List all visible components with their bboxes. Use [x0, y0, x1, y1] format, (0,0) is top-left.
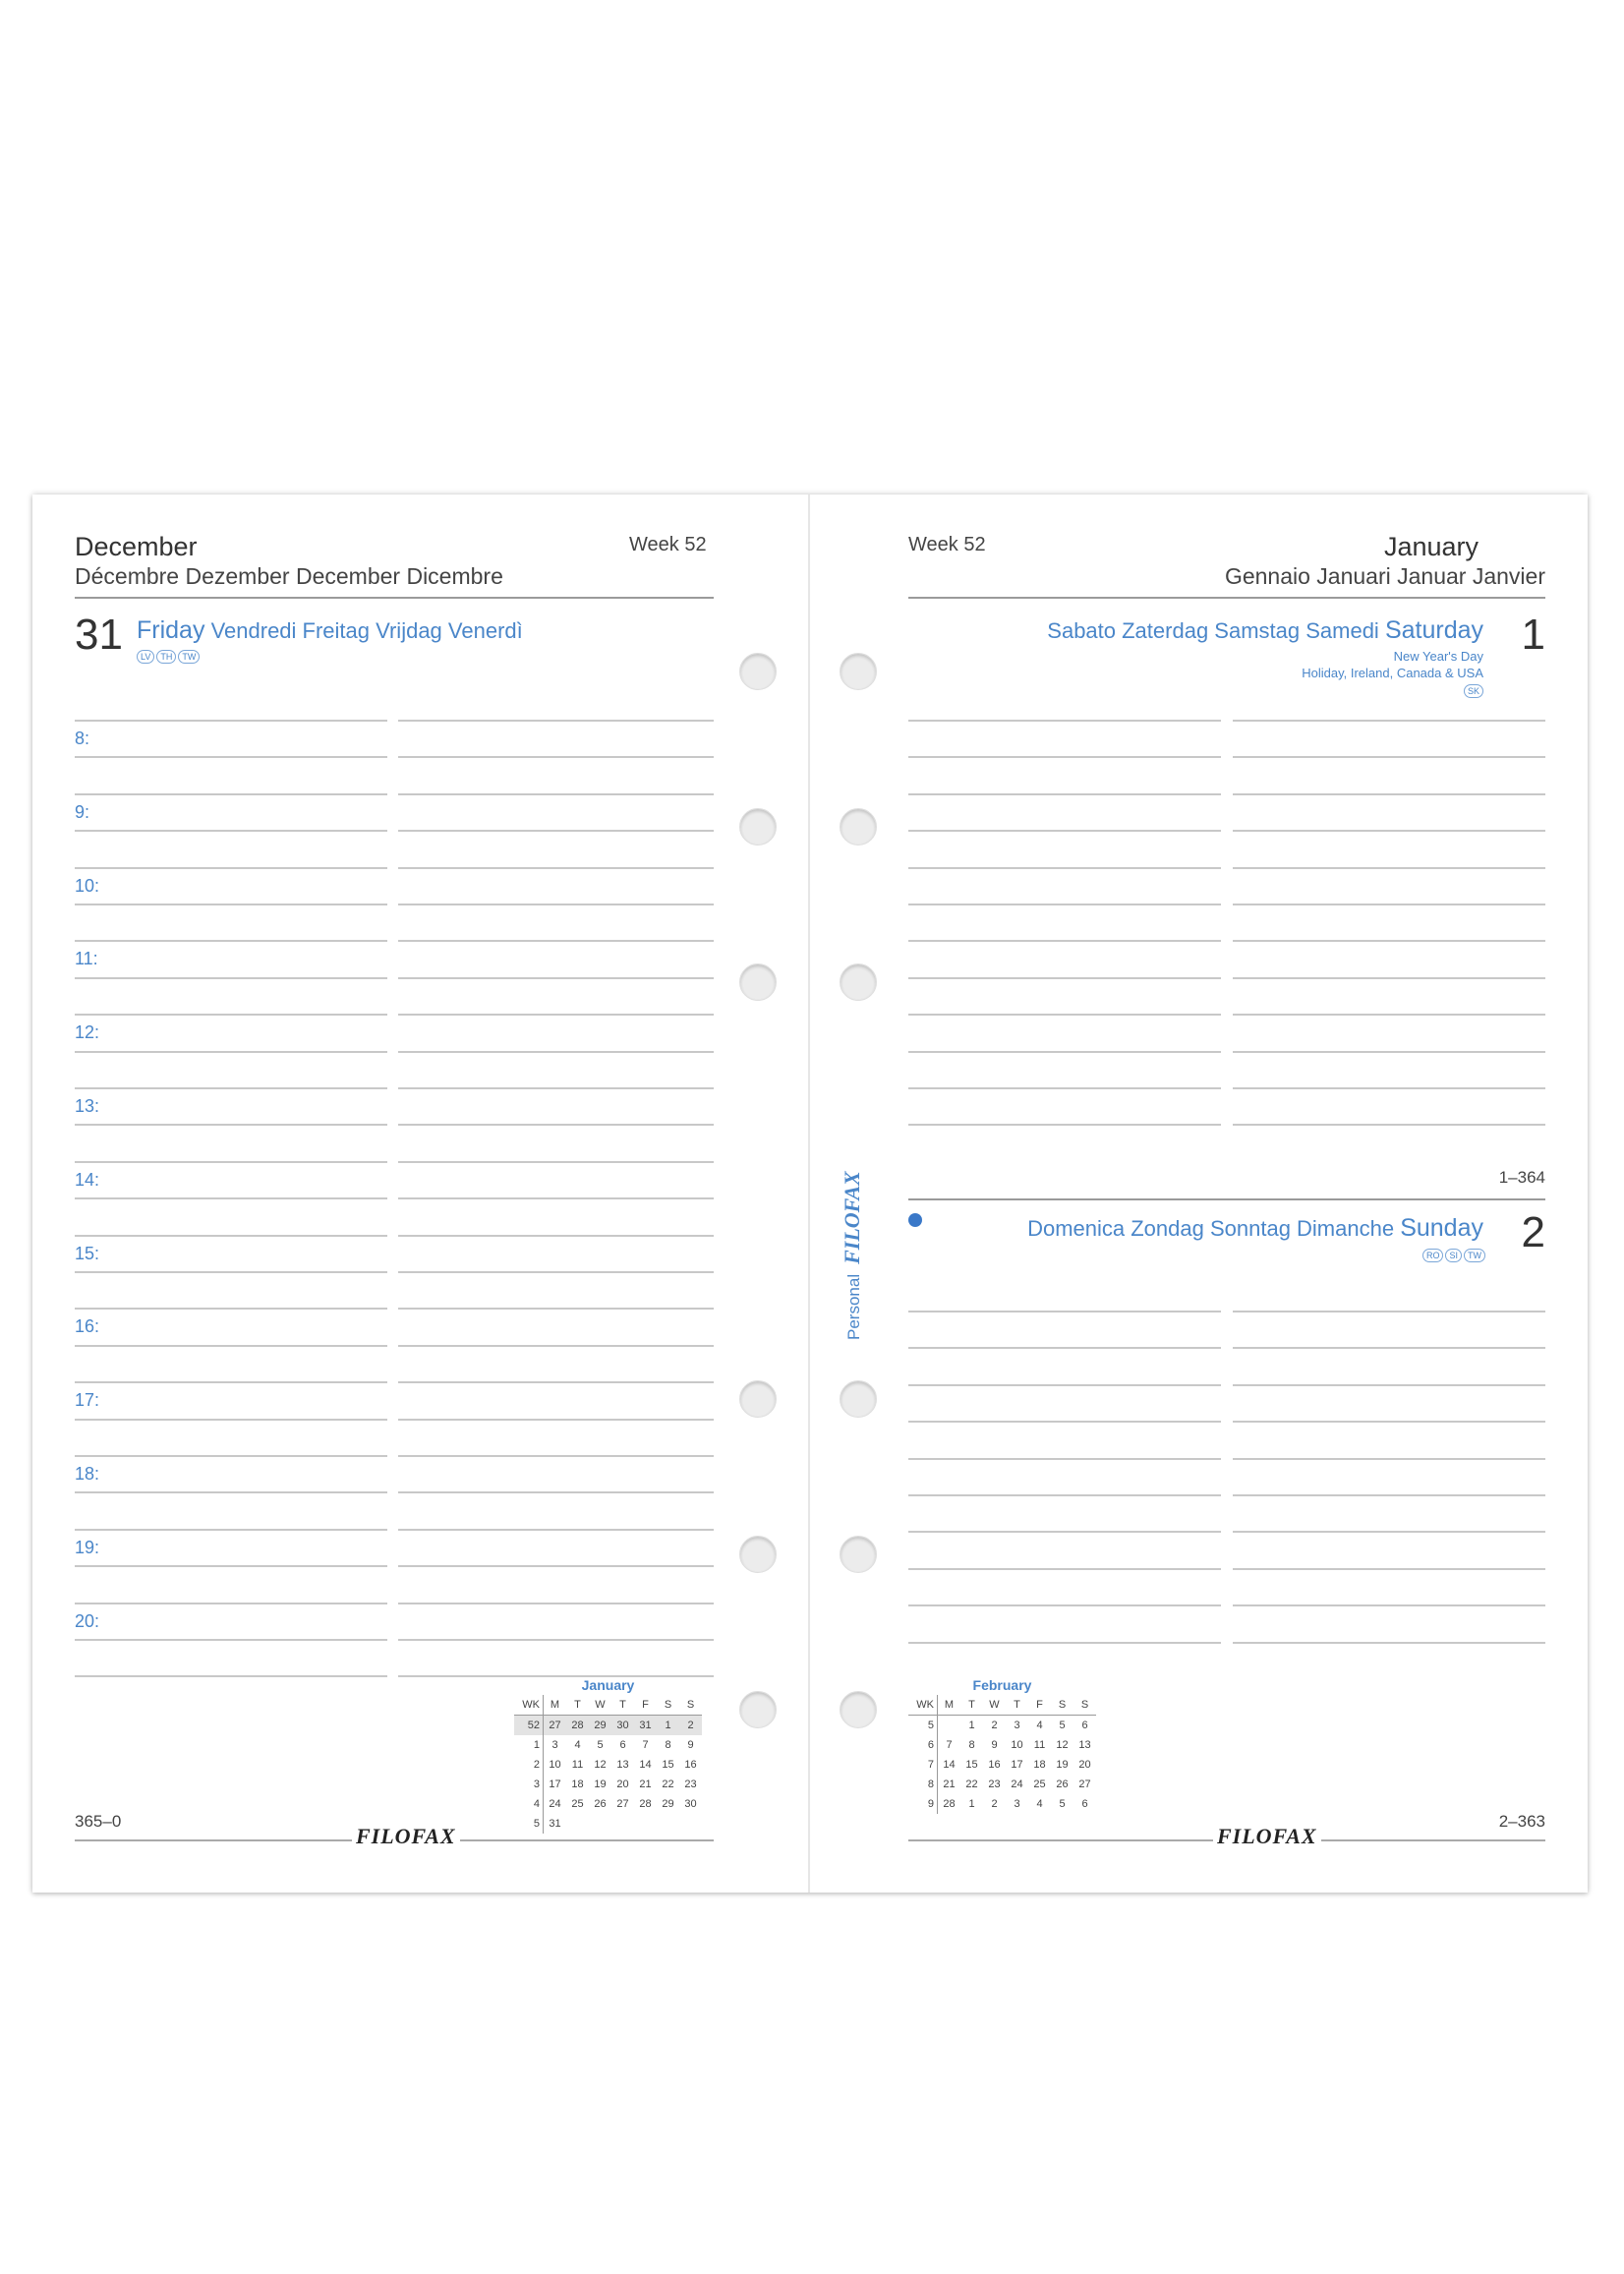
- right-day2-english: Sunday: [1400, 1214, 1483, 1242]
- mini-cal-day: [938, 1716, 961, 1736]
- ruled-line: [75, 1491, 387, 1493]
- mini-cal-day: 15: [965, 1759, 978, 1771]
- ruled-line: [908, 1384, 1221, 1386]
- hour-label: 8:: [75, 729, 90, 748]
- mini-cal-day: 17: [549, 1778, 561, 1790]
- mini-cal-day: 26: [1056, 1778, 1069, 1790]
- mini-cal-day: [634, 1814, 657, 1834]
- mini-cal-header: S: [1051, 1695, 1073, 1716]
- binder-hole: [840, 808, 877, 845]
- ruled-line: [75, 1455, 387, 1457]
- ruled-line: [908, 830, 1221, 832]
- mini-cal-day: 6: [619, 1739, 626, 1751]
- ruled-line: [398, 756, 714, 758]
- ruled-line: [1233, 793, 1545, 795]
- ruled-line: [398, 1124, 714, 1126]
- left-month-title: December: [75, 532, 198, 561]
- ruled-line: [1233, 1051, 1545, 1053]
- holiday-regions: Holiday, Ireland, Canada & USA: [1302, 666, 1483, 680]
- ruled-line: [398, 1345, 714, 1347]
- left-week-label: Week 52: [629, 534, 707, 555]
- ruled-line: [1233, 867, 1545, 869]
- hour-label: 11:: [75, 949, 98, 969]
- ruled-line: [908, 1051, 1221, 1053]
- right-day2-number: 2: [1521, 1208, 1545, 1256]
- ruled-line: [1233, 977, 1545, 979]
- ruled-line: [1233, 756, 1545, 758]
- mini-cal-header: S: [679, 1695, 702, 1716]
- mini-cal-day: 29: [662, 1798, 674, 1810]
- ruled-line: [908, 1458, 1221, 1460]
- mini-cal-day: 30: [611, 1716, 634, 1736]
- mini-cal-day: 23: [988, 1778, 1001, 1790]
- mini-cal-day: 26: [594, 1798, 607, 1810]
- ruled-line: [398, 1491, 714, 1493]
- ruled-line: [398, 1197, 714, 1199]
- ruled-line: [398, 1014, 714, 1016]
- ruled-line: [908, 1087, 1221, 1089]
- left-mini-calendar-title: January: [581, 1677, 635, 1693]
- left-day-translations: Vendredi Freitag Vrijdag Venerdì: [204, 618, 523, 643]
- ruled-line: [1233, 904, 1545, 905]
- mini-cal-day: 12: [1056, 1739, 1069, 1751]
- mini-cal-day: 16: [988, 1759, 1001, 1771]
- right-mini-calendar-title: February: [972, 1677, 1032, 1693]
- left-page: [32, 495, 809, 1893]
- ruled-line: [1233, 1087, 1545, 1089]
- ruled-line: [75, 977, 387, 979]
- ruled-line: [75, 1381, 387, 1383]
- mini-cal-day: 21: [943, 1778, 956, 1790]
- mini-cal-day: 22: [965, 1778, 978, 1790]
- ruled-line: [1233, 1568, 1545, 1570]
- hour-label: 10:: [75, 875, 100, 896]
- ruled-line: [75, 756, 387, 758]
- mini-cal-day: 31: [549, 1818, 561, 1830]
- mini-cal-week: 2: [514, 1755, 544, 1775]
- binder-hole: [840, 963, 877, 1001]
- ruled-line: [75, 1529, 387, 1531]
- ruled-line: [75, 1565, 387, 1567]
- ruled-line: [1233, 1604, 1545, 1606]
- binder-hole: [739, 653, 777, 690]
- ruled-line: [75, 1345, 387, 1347]
- mini-cal-day: [679, 1814, 702, 1834]
- mini-cal-day: 4: [1036, 1798, 1043, 1810]
- ruled-line: [75, 1051, 387, 1053]
- right-day-divider: [908, 1198, 1545, 1200]
- mini-cal-day: 25: [571, 1798, 584, 1810]
- region-badge: TH: [156, 650, 176, 664]
- mini-cal-day: 6: [1081, 1720, 1088, 1731]
- mini-cal-day: 12: [594, 1759, 607, 1771]
- binder-hole: [739, 963, 777, 1001]
- ruled-line: [75, 1014, 387, 1016]
- ruled-line: [75, 1124, 387, 1126]
- right-day-count: 1–364: [1498, 1168, 1545, 1187]
- ruled-line: [398, 1455, 714, 1457]
- mini-cal-day: 14: [943, 1759, 956, 1771]
- ruled-line: [1233, 1421, 1545, 1423]
- mini-cal-day: 10: [1011, 1739, 1023, 1751]
- mini-cal-week: 8: [908, 1775, 938, 1794]
- mini-cal-day: 4: [574, 1739, 581, 1751]
- ruled-line: [908, 1014, 1221, 1016]
- binder-hole: [840, 1691, 877, 1728]
- mini-cal-header: T: [611, 1695, 634, 1716]
- right-day1-english: Saturday: [1384, 616, 1483, 644]
- mini-cal-day: 11: [571, 1759, 584, 1771]
- left-month-translations: Décembre Dezember December Dicembre: [75, 563, 503, 589]
- moon-phase-icon: [908, 1213, 922, 1227]
- ruled-line: [908, 867, 1221, 869]
- binder-hole: [840, 1536, 877, 1573]
- mini-cal-header: W: [589, 1695, 611, 1716]
- ruled-line: [908, 1494, 1221, 1496]
- binder-hole: [840, 653, 877, 690]
- ruled-line: [398, 1051, 714, 1053]
- mini-cal-header: M: [544, 1695, 567, 1716]
- mini-cal-day: 11: [1033, 1739, 1046, 1751]
- right-footer-logo: FILOFAX: [1213, 1824, 1321, 1849]
- mini-cal-day: 2: [679, 1716, 702, 1736]
- ruled-line: [75, 1308, 387, 1310]
- ruled-line: [908, 1568, 1221, 1570]
- mini-cal-day: 22: [662, 1778, 674, 1790]
- ruled-line: [398, 720, 714, 722]
- mini-cal-header: S: [1073, 1695, 1096, 1716]
- ruled-line: [1233, 1531, 1545, 1533]
- mini-cal-day: 24: [1011, 1778, 1023, 1790]
- mini-cal-day: 23: [684, 1778, 697, 1790]
- ruled-line: [908, 1604, 1221, 1606]
- spine-branding: [840, 1171, 865, 1340]
- mini-cal-day: 1: [968, 1720, 975, 1731]
- mini-cal-week: 4: [514, 1794, 544, 1814]
- binder-hole: [739, 808, 777, 845]
- mini-cal-week: 3: [514, 1775, 544, 1794]
- right-day1-number: 1: [1521, 611, 1545, 659]
- mini-cal-week: 52: [514, 1716, 544, 1736]
- mini-cal-day: 16: [684, 1759, 697, 1771]
- mini-cal-day: 9: [991, 1739, 998, 1751]
- ruled-line: [398, 904, 714, 905]
- ruled-line: [75, 940, 387, 942]
- mini-cal-day: 7: [642, 1739, 649, 1751]
- left-day-names: [137, 616, 523, 645]
- hour-label: 19:: [75, 1537, 100, 1557]
- hour-label: 20:: [75, 1610, 100, 1631]
- left-day-number: 31: [75, 611, 123, 659]
- left-mini-calendar-table: [514, 1695, 702, 1834]
- left-footer-logo: FILOFAX: [352, 1824, 460, 1849]
- mini-cal-day: 3: [1014, 1798, 1020, 1810]
- mini-cal-day: 30: [684, 1798, 697, 1810]
- mini-cal-day: [566, 1814, 589, 1834]
- hour-label: 12:: [75, 1022, 100, 1043]
- mini-cal-day: 6: [1081, 1798, 1088, 1810]
- mini-cal-header: T: [960, 1695, 983, 1716]
- ruled-line: [1233, 1384, 1545, 1386]
- ruled-line: [75, 1235, 387, 1237]
- hour-label: 15:: [75, 1243, 100, 1263]
- right-day1-translations: Sabato Zaterdag Samstag Samedi: [1047, 618, 1385, 643]
- mini-cal-header: W: [983, 1695, 1006, 1716]
- mini-cal-day: 4: [1036, 1720, 1043, 1731]
- ruled-line: [908, 940, 1221, 942]
- left-mini-calendar: [514, 1677, 702, 1834]
- right-month-title: January: [1383, 532, 1479, 561]
- mini-cal-day: 3: [1014, 1720, 1020, 1731]
- ruled-line: [1233, 830, 1545, 832]
- planner-spread: [32, 495, 1588, 1893]
- ruled-line: [398, 1639, 714, 1641]
- mini-cal-day: 13: [1078, 1739, 1091, 1751]
- ruled-line: [908, 904, 1221, 905]
- left-header-rule: [75, 597, 714, 599]
- mini-cal-header: T: [1006, 1695, 1028, 1716]
- mini-cal-header: F: [634, 1695, 657, 1716]
- mini-cal-day: [657, 1814, 679, 1834]
- mini-cal-day: 28: [943, 1798, 956, 1810]
- right-footer-code: 2–363: [1498, 1812, 1545, 1831]
- ruled-line: [908, 1642, 1221, 1644]
- mini-cal-day: 14: [639, 1759, 652, 1771]
- hour-label: 9:: [75, 801, 90, 822]
- mini-cal-day: 24: [549, 1798, 561, 1810]
- ruled-line: [398, 1271, 714, 1273]
- mini-cal-header: S: [657, 1695, 679, 1716]
- ruled-line: [75, 720, 387, 722]
- right-month-translations: Gennaio Januari Januar Janvier: [1224, 563, 1545, 589]
- mini-cal-day: 28: [566, 1716, 589, 1736]
- ruled-line: [398, 830, 714, 832]
- ruled-line: [75, 867, 387, 869]
- ruled-line: [398, 1529, 714, 1531]
- ruled-line: [398, 1161, 714, 1163]
- ruled-line: [398, 1603, 714, 1604]
- ruled-line: [908, 1311, 1221, 1312]
- mini-cal-week: 1: [514, 1735, 544, 1755]
- mini-cal-day: [589, 1814, 611, 1834]
- binder-hole: [840, 1380, 877, 1418]
- mini-cal-day: 20: [616, 1778, 629, 1790]
- ruled-line: [75, 1603, 387, 1604]
- ruled-line: [75, 1675, 387, 1677]
- mini-cal-week: 7: [908, 1755, 938, 1775]
- ruled-line: [75, 904, 387, 905]
- ruled-line: [908, 1531, 1221, 1533]
- ruled-line: [75, 793, 387, 795]
- binder-hole: [739, 1691, 777, 1728]
- hour-label: 18:: [75, 1464, 100, 1484]
- ruled-line: [908, 1347, 1221, 1349]
- binder-hole: [739, 1380, 777, 1418]
- ruled-line: [75, 1161, 387, 1163]
- mini-cal-day: 5: [1059, 1720, 1066, 1731]
- ruled-line: [1233, 1494, 1545, 1496]
- ruled-line: [908, 1124, 1221, 1126]
- ruled-line: [75, 1639, 387, 1641]
- mini-cal-day: 19: [594, 1778, 607, 1790]
- ruled-line: [1233, 720, 1545, 722]
- spine-logo: FILOFAX: [840, 1171, 864, 1264]
- ruled-line: [75, 1087, 387, 1089]
- mini-cal-day: 15: [662, 1759, 674, 1771]
- left-day-english: Friday: [137, 616, 205, 644]
- region-badge: TW: [1464, 1249, 1485, 1262]
- ruled-line: [1233, 1642, 1545, 1644]
- ruled-line: [75, 830, 387, 832]
- mini-cal-day: 1: [657, 1716, 679, 1736]
- mini-cal-day: 25: [1033, 1778, 1046, 1790]
- ruled-line: [398, 793, 714, 795]
- mini-cal-day: 5: [597, 1739, 604, 1751]
- ruled-line: [1233, 1124, 1545, 1126]
- right-holiday: [1302, 648, 1483, 698]
- mini-cal-header: T: [566, 1695, 589, 1716]
- mini-cal-week: 5: [908, 1716, 938, 1736]
- mini-cal-day: 19: [1056, 1759, 1069, 1771]
- mini-cal-day: 27: [544, 1716, 567, 1736]
- hour-label: 17:: [75, 1390, 100, 1411]
- ruled-line: [75, 1419, 387, 1421]
- mini-cal-week: 6: [908, 1735, 938, 1755]
- ruled-line: [398, 977, 714, 979]
- hour-label: 16:: [75, 1316, 100, 1337]
- ruled-line: [908, 1421, 1221, 1423]
- ruled-line: [908, 977, 1221, 979]
- right-day2-names: [1027, 1214, 1483, 1243]
- hour-label: 14:: [75, 1169, 100, 1190]
- mini-cal-day: 17: [1011, 1759, 1023, 1771]
- mini-cal-day: 8: [665, 1739, 671, 1751]
- ruled-line: [398, 1308, 714, 1310]
- mini-cal-day: 2: [991, 1798, 998, 1810]
- ruled-line: [1233, 1014, 1545, 1016]
- holiday-name: New Year's Day: [1393, 649, 1483, 664]
- mini-cal-day: 20: [1078, 1759, 1091, 1771]
- ruled-line: [398, 1565, 714, 1567]
- ruled-line: [75, 1197, 387, 1199]
- region-badge: SK: [1464, 684, 1483, 698]
- ruled-line: [908, 793, 1221, 795]
- mini-cal-day: 2: [991, 1720, 998, 1731]
- ruled-line: [398, 940, 714, 942]
- right-mini-calendar: [908, 1677, 1096, 1814]
- mini-cal-day: 7: [946, 1739, 953, 1751]
- mini-cal-day: 31: [634, 1716, 657, 1736]
- mini-cal-day: 9: [687, 1739, 694, 1751]
- mini-cal-day: 27: [616, 1798, 629, 1810]
- region-badge: TW: [178, 650, 200, 664]
- mini-cal-day: [611, 1814, 634, 1834]
- ruled-line: [908, 720, 1221, 722]
- mini-cal-day: 1: [968, 1798, 975, 1810]
- ruled-line: [1233, 1458, 1545, 1460]
- mini-cal-day: 10: [549, 1759, 561, 1771]
- region-badge: RO: [1422, 1249, 1444, 1262]
- mini-cal-header: WK: [514, 1695, 544, 1716]
- region-badge: SI: [1445, 1249, 1462, 1262]
- mini-cal-day: 18: [571, 1778, 584, 1790]
- spine-edition: Personal: [844, 1273, 863, 1340]
- mini-cal-week: 5: [514, 1814, 544, 1834]
- mini-cal-day: 3: [551, 1739, 558, 1751]
- mini-cal-day: 28: [639, 1798, 652, 1810]
- right-mini-calendar-table: [908, 1695, 1096, 1814]
- left-footer-code: 365–0: [75, 1812, 122, 1831]
- mini-cal-day: 5: [1059, 1798, 1066, 1810]
- ruled-line: [398, 1235, 714, 1237]
- mini-cal-header: F: [1028, 1695, 1051, 1716]
- ruled-line: [398, 1087, 714, 1089]
- mini-cal-day: 13: [616, 1759, 629, 1771]
- mini-cal-header: M: [938, 1695, 961, 1716]
- region-badge: LV: [137, 650, 154, 664]
- right-day2-badges: [1421, 1246, 1485, 1263]
- ruled-line: [398, 1419, 714, 1421]
- ruled-line: [75, 1271, 387, 1273]
- mini-cal-header: WK: [908, 1695, 938, 1716]
- mini-cal-day: 8: [968, 1739, 975, 1751]
- left-day-badges: [135, 647, 200, 665]
- ruled-line: [1233, 1311, 1545, 1312]
- mini-cal-day: 18: [1033, 1759, 1046, 1771]
- mini-cal-day: 27: [1078, 1778, 1091, 1790]
- ruled-line: [908, 756, 1221, 758]
- right-header-rule: [908, 597, 1545, 599]
- binder-hole: [739, 1536, 777, 1573]
- right-week-label: Week 52: [908, 534, 986, 555]
- mini-cal-day: 29: [589, 1716, 611, 1736]
- mini-cal-day: 21: [639, 1778, 652, 1790]
- ruled-line: [398, 1381, 714, 1383]
- ruled-line: [1233, 940, 1545, 942]
- right-page: [810, 495, 1587, 1893]
- ruled-line: [1233, 1347, 1545, 1349]
- hour-label: 13:: [75, 1096, 100, 1116]
- right-day2-translations: Domenica Zondag Sonntag Dimanche: [1027, 1216, 1401, 1241]
- mini-cal-week: 9: [908, 1794, 938, 1814]
- ruled-line: [398, 867, 714, 869]
- right-day1-names: [1047, 616, 1483, 645]
